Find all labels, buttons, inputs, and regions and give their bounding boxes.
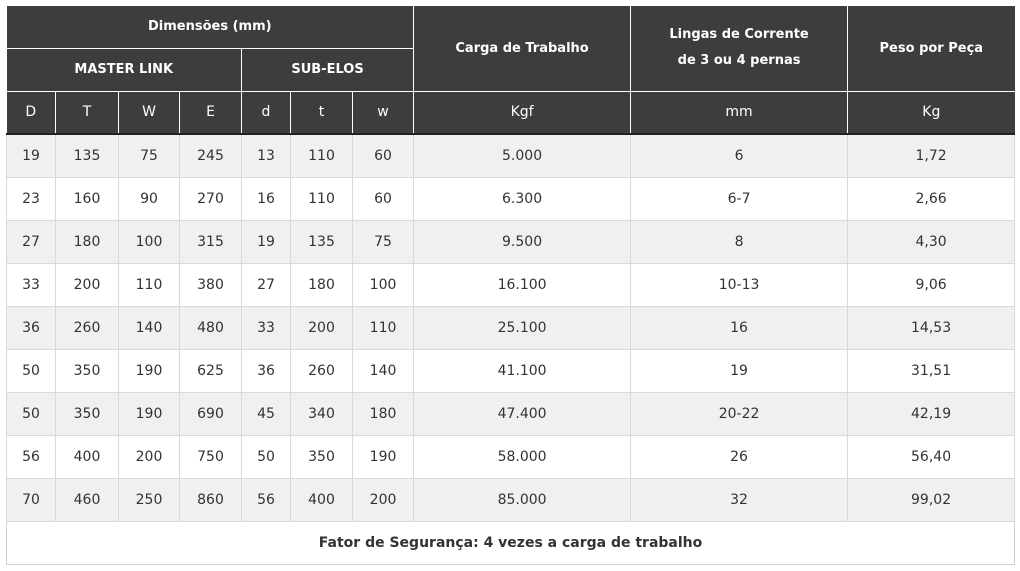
table-cell: 56 — [242, 479, 291, 522]
table-cell: 200 — [56, 264, 119, 307]
header-col-T: T — [56, 91, 119, 134]
table-cell: 50 — [242, 436, 291, 479]
table-cell: 47.400 — [414, 393, 631, 436]
table-cell: 45 — [242, 393, 291, 436]
table-cell: 100 — [353, 264, 414, 307]
table-cell: 190 — [353, 436, 414, 479]
table-row — [7, 134, 1015, 178]
table-cell: 350 — [291, 436, 353, 479]
table-cell: 180 — [56, 221, 119, 264]
table-cell: 42,19 — [848, 393, 1015, 436]
header-master-link: MASTER LINK — [7, 48, 242, 91]
table-cell: 8 — [631, 221, 848, 264]
table-cell: 58.000 — [414, 436, 631, 479]
table-cell: 10-13 — [631, 264, 848, 307]
table-row — [7, 221, 1015, 264]
table-cell: 190 — [119, 350, 180, 393]
table-cell: 56 — [7, 436, 56, 479]
table-cell: 860 — [180, 479, 242, 522]
table-cell: 5.000 — [414, 134, 631, 178]
table-cell: 460 — [56, 479, 119, 522]
table-cell: 6-7 — [631, 178, 848, 221]
table-cell: 13 — [242, 134, 291, 178]
table-cell: 50 — [7, 350, 56, 393]
table-cell: 41.100 — [414, 350, 631, 393]
table-cell: 32 — [631, 479, 848, 522]
header-lingas-line1: Lingas de Corrente — [669, 27, 809, 43]
table-cell: 180 — [353, 393, 414, 436]
header-unit-peso: Kg — [848, 91, 1015, 134]
header-dimensoes: Dimensões (mm) — [7, 6, 414, 48]
spec-table-container — [6, 6, 1014, 565]
table-cell: 245 — [180, 134, 242, 178]
table-cell: 625 — [180, 350, 242, 393]
table-cell: 480 — [180, 307, 242, 350]
table-cell: 16 — [631, 307, 848, 350]
table-cell: 750 — [180, 436, 242, 479]
table-cell: 75 — [353, 221, 414, 264]
header-carga: Carga de Trabalho — [414, 6, 631, 91]
header-unit-carga: Kgf — [414, 91, 631, 134]
table-cell: 110 — [291, 178, 353, 221]
table-cell: 27 — [7, 221, 56, 264]
table-cell: 75 — [119, 134, 180, 178]
table-cell: 70 — [7, 479, 56, 522]
table-cell: 6.300 — [414, 178, 631, 221]
table-cell: 50 — [7, 393, 56, 436]
table-cell: 400 — [291, 479, 353, 522]
table-cell: 99,02 — [848, 479, 1015, 522]
table-cell: 110 — [119, 264, 180, 307]
header-lingas — [631, 6, 848, 91]
header-lingas-line2: de 3 ou 4 pernas — [677, 53, 801, 69]
table-cell: 31,51 — [848, 350, 1015, 393]
table-cell: 60 — [353, 134, 414, 178]
table-header — [7, 6, 1015, 134]
table-cell: 9,06 — [848, 264, 1015, 307]
table-cell: 200 — [119, 436, 180, 479]
table-cell: 20-22 — [631, 393, 848, 436]
spec-table — [6, 6, 1015, 565]
table-cell: 23 — [7, 178, 56, 221]
table-row — [7, 264, 1015, 307]
table-cell: 36 — [7, 307, 56, 350]
table-cell: 110 — [353, 307, 414, 350]
table-cell: 16.100 — [414, 264, 631, 307]
table-cell: 33 — [7, 264, 56, 307]
table-cell: 270 — [180, 178, 242, 221]
table-cell: 60 — [353, 178, 414, 221]
table-row — [7, 350, 1015, 393]
table-row — [7, 178, 1015, 221]
table-cell: 16 — [242, 178, 291, 221]
table-row — [7, 479, 1015, 522]
table-cell: 4,30 — [848, 221, 1015, 264]
table-cell: 180 — [291, 264, 353, 307]
header-col-w: w — [353, 91, 414, 134]
header-peso: Peso por Peça — [848, 6, 1015, 91]
header-col-E: E — [180, 91, 242, 134]
table-cell: 350 — [56, 393, 119, 436]
table-cell: 2,66 — [848, 178, 1015, 221]
table-cell: 260 — [56, 307, 119, 350]
table-cell: 250 — [119, 479, 180, 522]
table-cell: 350 — [56, 350, 119, 393]
table-cell: 33 — [242, 307, 291, 350]
table-cell: 160 — [56, 178, 119, 221]
table-cell: 6 — [631, 134, 848, 178]
table-cell: 260 — [291, 350, 353, 393]
table-cell: 140 — [353, 350, 414, 393]
table-cell: 140 — [119, 307, 180, 350]
safety-factor-note: Fator de Segurança: 4 vezes a carga de trabalho — [7, 522, 1015, 565]
table-cell: 135 — [56, 134, 119, 178]
table-cell: 100 — [119, 221, 180, 264]
header-col-D: D — [7, 91, 56, 134]
table-cell: 25.100 — [414, 307, 631, 350]
table-cell: 19 — [242, 221, 291, 264]
table-cell: 190 — [119, 393, 180, 436]
table-cell: 135 — [291, 221, 353, 264]
table-cell: 315 — [180, 221, 242, 264]
table-body — [7, 134, 1015, 522]
table-cell: 36 — [242, 350, 291, 393]
table-cell: 26 — [631, 436, 848, 479]
table-cell: 110 — [291, 134, 353, 178]
table-cell: 380 — [180, 264, 242, 307]
table-cell: 340 — [291, 393, 353, 436]
header-col-t: t — [291, 91, 353, 134]
table-row — [7, 436, 1015, 479]
header-col-W: W — [119, 91, 180, 134]
table-cell: 690 — [180, 393, 242, 436]
table-cell: 90 — [119, 178, 180, 221]
table-cell: 19 — [7, 134, 56, 178]
table-cell: 9.500 — [414, 221, 631, 264]
table-cell: 85.000 — [414, 479, 631, 522]
table-cell: 19 — [631, 350, 848, 393]
table-cell: 400 — [56, 436, 119, 479]
table-cell: 1,72 — [848, 134, 1015, 178]
header-sub-elos: SUB-ELOS — [242, 48, 414, 91]
table-row — [7, 393, 1015, 436]
header-col-d: d — [242, 91, 291, 134]
table-cell: 200 — [353, 479, 414, 522]
table-cell: 27 — [242, 264, 291, 307]
table-cell: 56,40 — [848, 436, 1015, 479]
header-unit-lingas: mm — [631, 91, 848, 134]
table-row — [7, 307, 1015, 350]
table-cell: 200 — [291, 307, 353, 350]
table-cell: 14,53 — [848, 307, 1015, 350]
